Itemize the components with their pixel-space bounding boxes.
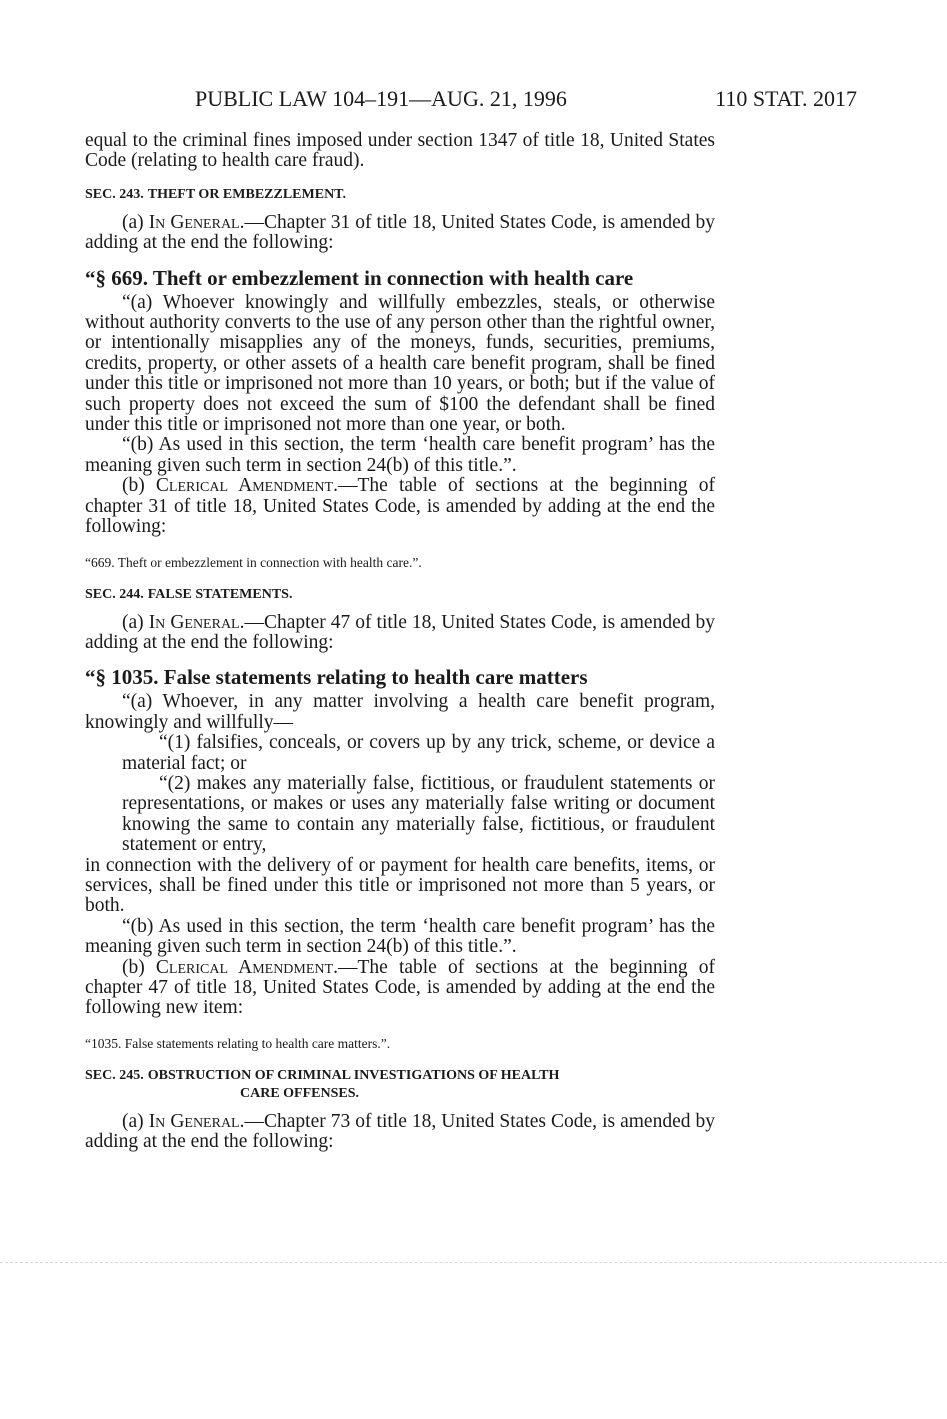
page-header [0,86,947,116]
sec-244-a-text: —Chapter 47 of title 18, United States Code, is amended by adding at the end the following: [85,611,716,653]
sec-243-heading [85,186,715,204]
section-669-para-a: “(a) Whoever knowingly and willfully embezzles, steals, or otherwise without authority converts to the use of any person other than the rightful owner, or intentionally misapplies any of the moneys, funds, securities, premiums, credits, property, or other assets of a health care benefit program, shall be fined under this title or imprisoned not more than 10 years, or both; but if the value of such property does not exceed the sum of $100 the defendant shall be fined under this title or imprisoned not more than one year, or both. [85,291,715,436]
section-669-para-b: “(b) As used in this section, the term ‘health care benefit program’ has the meaning given such term in section 24(b) of this title.”. [85,434,715,476]
sec-245-label: SEC. 245. [85,1067,144,1083]
header-title: PUBLIC LAW 104–191—AUG. 21, 1996 [195,86,567,111]
section-1035-para-2: “(2) makes any materially false, fictitious, or fraudulent statements or representations, or makes or uses any materially false writing or document knowing the same to contain any materially false, fictitious, or fraudulent statement or entry, [122,772,715,856]
sec-244-table-item: “1035. False statements relating to health care matters.”. [85,1035,391,1051]
sec-244-label: SEC. 244. [85,586,144,602]
sec-245-a-text: —Chapter 73 of title 18, United States Code, is amended by adding at the end the following: [85,1110,716,1153]
sec-244-subsection-b [85,958,715,1019]
sec-243-b-label: (b) [122,475,145,497]
sec-243-b-caption: Clerical Amendment. [155,475,338,497]
section-1035-para-a: “(a) Whoever, in any matter involving a health care benefit program, knowingly and willfully— [85,691,715,733]
intro-text: equal to the criminal fines imposed under section 1347 of title 18, United States Code (relating to health care fraud). [85,130,715,172]
header-stat-page: 110 STAT. 2017 [715,86,857,111]
sec-244-b-caption: Clerical Amendment. [155,956,338,978]
sec-245-heading [85,1067,715,1103]
section-1035-para-1: “(1) falsifies, conceals, or covers up by any trick, scheme, or device a material fact; or [122,732,715,774]
sec-243-label: SEC. 243. [85,186,144,202]
bottom-scan-rule [0,1262,947,1263]
sec-245-a-caption: In General. [148,1110,245,1132]
section-1035-para-b: “(b) As used in this section, the term ‘health care benefit program’ has the meaning given such term in section 24(b) of this title.”. [85,915,715,958]
section-669-heading: “§ 669. Theft or embezzlement in connection with health care [85,265,634,290]
sec-244-title: FALSE STATEMENTS. [147,586,293,602]
sec-245-a-label: (a) [122,1110,144,1132]
sec-244-subsection-a [85,613,715,654]
sec-245-title-line1: OBSTRUCTION OF CRIMINAL INVESTIGATIONS OF HEALTH [147,1067,560,1083]
sec-245-subsection-a [85,1112,715,1153]
section-1035-heading: “§ 1035. False statements relating to health care matters [85,665,588,690]
sec-244-b-label: (b) [122,956,145,978]
sec-244-a-label: (a) [122,611,144,633]
sec-243-a-label: (a) [122,211,144,233]
sec-243-a-caption: In General. [148,211,245,233]
sec-243-subsection-a [85,213,715,254]
sec-243-table-item: “669. Theft or embezzlement in connection with health care.”. [85,554,422,570]
sec-244-heading [85,586,715,604]
sec-244-b-text: —The table of sections at the beginning of chapter 47 of title 18, United States Code, is amended by adding at the end the following new item: [85,956,716,1019]
sec-243-subsection-b [85,476,715,537]
section-1035-para-cont: in connection with the delivery of or payment for health care benefits, items, or services, shall be fined under this title or imprisoned not more than 5 years, or both. [85,854,715,917]
page-body [85,131,715,1153]
sec-243-a-text: —Chapter 31 of title 18, United States Code, is amended by adding at the end the following: [85,211,716,254]
sec-245-title-line2: CARE OFFENSES. [240,1085,360,1101]
sec-243-title: THEFT OR EMBEZZLEMENT. [147,186,346,202]
sec-244-a-caption: In General. [148,611,245,633]
sec-243-b-text: —The table of sections at the beginning of chapter 31 of title 18, United States Code, is amended by adding at the end the following: [85,475,716,538]
